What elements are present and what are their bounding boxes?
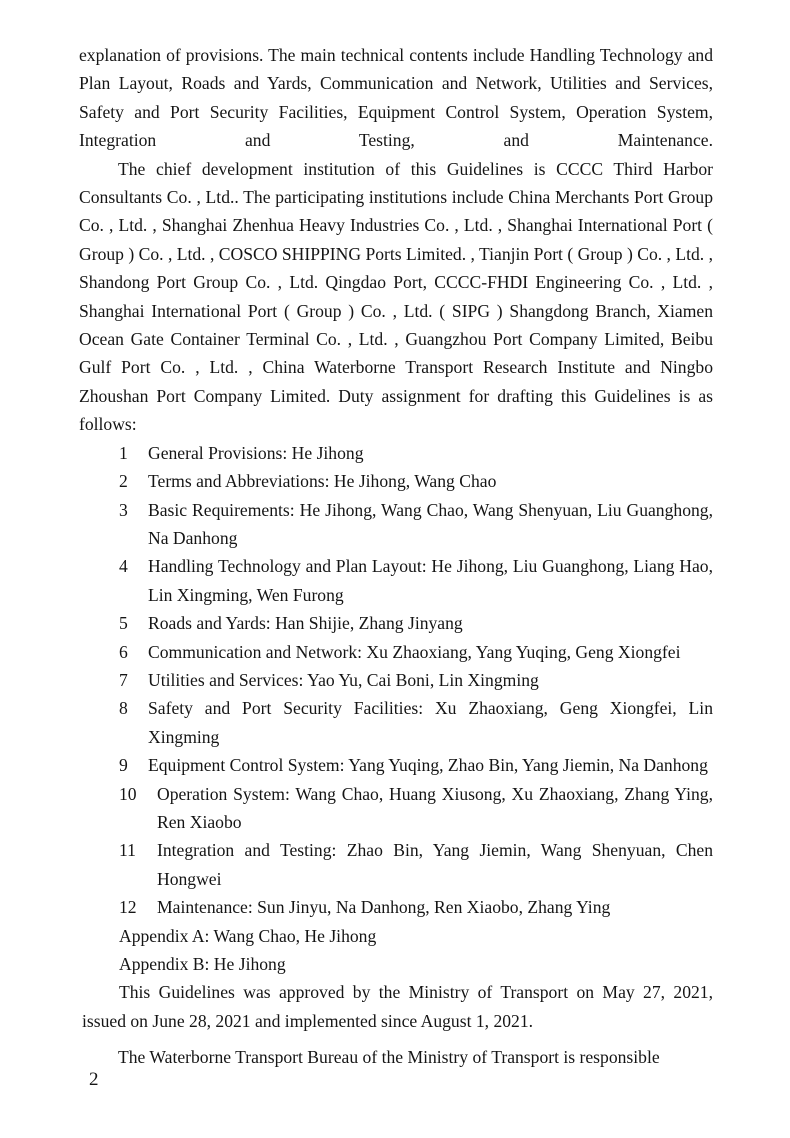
duty-number: 9 <box>119 755 128 776</box>
duty-item <box>119 751 713 779</box>
bureau-paragraph: The Waterborne Transport Bureau of the Ministry of Transport is responsible <box>118 1047 660 1068</box>
duty-item <box>119 666 713 694</box>
duty-item <box>119 694 713 751</box>
duty-number: 8 <box>119 698 128 719</box>
duty-number: 6 <box>119 641 128 662</box>
duty-text: Operation System: Wang Chao, Huang Xiusong, Xu Zhaoxiang, Zhang Ying, Ren Xiaobo <box>157 783 713 832</box>
duty-text: Utilities and Services: Yao Yu, Cai Boni, Lin Xingming <box>148 669 539 690</box>
duty-text: Integration and Testing: Zhao Bin, Yang Jiemin, Wang Shenyuan, Chen Hongwei <box>157 840 713 889</box>
duty-number: 7 <box>119 669 128 690</box>
duty-text: Handling Technology and Plan Layout: He Jihong, Liu Guanghong, Liang Hao, Lin Xingming, Wen Furong <box>148 556 713 605</box>
intro-paragraph: explanation of provisions. The main technical contents include Handling Technology and Plan Layout, Roads and Yards, Communication and Network, Utilities and Services, Safety and Port Security Facilities, Equipment Control System, Operation System, Integration and Testing, and Maintenance. <box>79 45 713 151</box>
duty-item <box>119 552 713 609</box>
duty-number: 10 <box>119 783 137 804</box>
issued-line: issued on June 28, 2021 and implemented since August 1, 2021. <box>82 1010 534 1031</box>
approval-paragraph <box>79 978 713 1035</box>
duty-text: General Provisions: He Jihong <box>148 442 364 463</box>
duty-list <box>119 439 713 979</box>
duty-text: Terms and Abbreviations: He Jihong, Wang Chao <box>148 471 497 492</box>
document-page <box>79 41 713 1072</box>
duty-number: 1 <box>119 442 128 463</box>
duty-item <box>119 638 713 666</box>
duty-number: 12 <box>119 897 137 918</box>
duty-text: Maintenance: Sun Jinyu, Na Danhong, Ren Xiaobo, Zhang Ying <box>157 897 611 918</box>
duty-text: Basic Requirements: He Jihong, Wang Chao, Wang Shenyuan, Liu Guanghong, Na Danhong <box>148 499 713 548</box>
duty-number: 5 <box>119 613 128 634</box>
duty-item <box>119 893 713 921</box>
approved-line: This Guidelines was approved by the Ministry of Transport on May 27, 2021, <box>119 982 713 1003</box>
duty-item <box>119 780 713 837</box>
appendix-a-line: Appendix A: Wang Chao, He Jihong <box>119 925 377 946</box>
duty-number: 11 <box>119 840 136 861</box>
institution-paragraph: The chief development institution of this Guidelines is CCCC Third Harbor Consultants Co. , Ltd.. The participating institutions include China Merchants Port Group Co. , Ltd. , Shanghai Zhenhua Heavy Industries Co. , Ltd. , Shanghai International Port ( Group ) Co. , Ltd. , COSCO SHIPPING Ports Limited. , Tianjin Port ( Group ) Co. , Ltd. , Shandong Port Group Co. , Ltd. Qingdao Port, CCCC-FHDI Engineering Co. , Ltd. , Shanghai International Port ( Group ) Co. , Ltd. ( SIPG ) Shangdong Branch, Xiamen Ocean Gate Container Terminal Co. , Ltd. , Guangzhou Port Company Limited, Beibu Gulf Port Co. , Ltd. , China Waterborne Transport Research Institute and Ningbo Zhoushan Port Company Limited. Duty assignment for drafting this Guidelines is as follows: <box>79 158 713 435</box>
duty-text: Safety and Port Security Facilities: Xu Zhaoxiang, Geng Xiongfei, Lin Xingming <box>148 698 713 747</box>
appendix-b-line: Appendix B: He Jihong <box>119 954 286 974</box>
duty-item <box>119 496 713 553</box>
duty-item <box>119 467 713 495</box>
duty-item <box>119 439 713 467</box>
page-number: 2 <box>89 1069 99 1090</box>
duty-text: Equipment Control System: Yang Yuqing, Zhao Bin, Yang Jiemin, Na Danhong <box>148 755 708 776</box>
duty-number: 4 <box>119 556 128 577</box>
duty-text: Communication and Network: Xu Zhaoxiang, Yang Yuqing, Geng Xiongfei <box>148 641 681 662</box>
duty-item <box>119 836 713 893</box>
duty-number: 3 <box>119 499 128 520</box>
duty-number: 2 <box>119 471 128 492</box>
duty-item <box>119 609 713 637</box>
duty-text: Roads and Yards: Han Shijie, Zhang Jinyang <box>148 613 463 634</box>
